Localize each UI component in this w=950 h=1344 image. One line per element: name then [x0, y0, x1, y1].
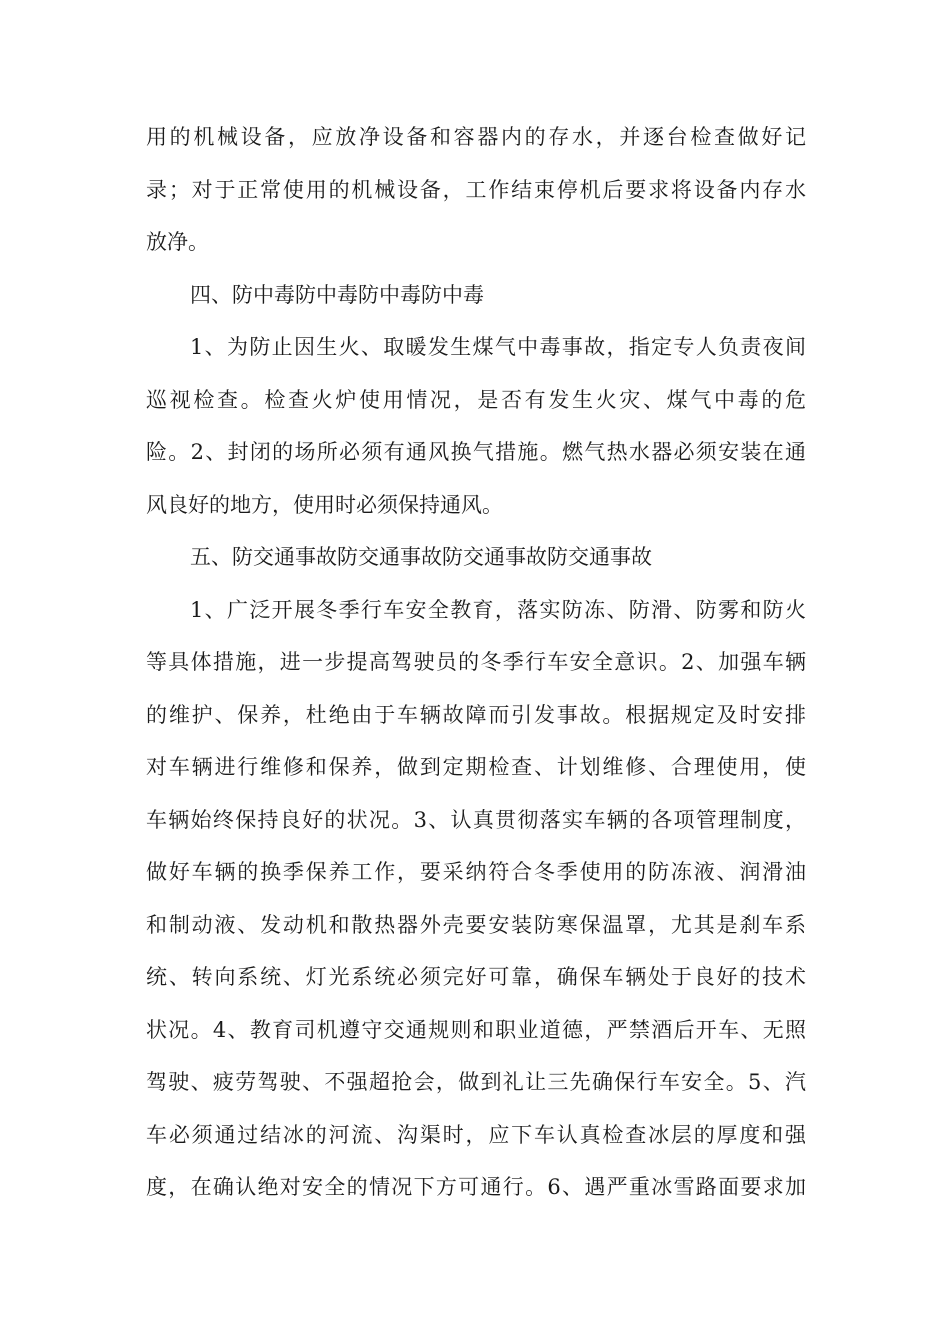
text-line: 做好车辆的换季保养工作，要采纳符合冬季使用的防冻液、润滑油 — [146, 860, 806, 884]
text-line: 用的机械设备，应放净设备和容器内的存水，并逐台检查做好记 — [146, 125, 806, 149]
text-line: 等具体措施，进一步提高驾驶员的冬季行车安全意识。2、加强车辆 — [146, 650, 806, 674]
text-line: 巡视检查。检查火炉使用情况，是否有发生火灾、煤气中毒的危 — [146, 388, 806, 412]
text-line: 统、转向系统、灯光系统必须完好可靠，确保车辆处于良好的技术 — [146, 965, 806, 989]
section-heading: 五、防交通事故防交通事故防交通事故防交通事故 — [190, 545, 652, 569]
text-line: 驾驶、疲劳驾驶、不强超抢会，做到礼让三先确保行车安全。5、汽 — [146, 1070, 806, 1094]
text-line: 度，在确认绝对安全的情况下方可通行。6、遇严重冰雪路面要求加 — [146, 1175, 806, 1199]
text-line: 险。2、封闭的场所必须有通风换气措施。燃气热水器必须安装在通 — [146, 440, 806, 464]
text-line: 放净。 — [146, 230, 209, 254]
text-line: 录；对于正常使用的机械设备，工作结束停机后要求将设备内存水 — [146, 178, 806, 202]
text-line: 1、广泛开展冬季行车安全教育，落实防冻、防滑、防雾和防火 — [190, 598, 806, 622]
text-line: 的维护、保养，杜绝由于车辆故障而引发事故。根据规定及时安排 — [146, 703, 806, 727]
text-line: 车必须通过结冰的河流、沟渠时，应下车认真检查冰层的厚度和强 — [146, 1123, 806, 1147]
text-line: 1、为防止因生火、取暖发生煤气中毒事故，指定专人负责夜间 — [190, 335, 806, 359]
text-line: 车辆始终保持良好的状况。3、认真贯彻落实车辆的各项管理制度， — [146, 808, 806, 832]
text-line: 对车辆进行维修和保养，做到定期检查、计划维修、合理使用，使 — [146, 755, 806, 779]
text-line: 风良好的地方，使用时必须保持通风。 — [146, 493, 503, 517]
text-line: 和制动液、发动机和散热器外壳要安装防寒保温罩，尤其是刹车系 — [146, 913, 806, 937]
section-heading: 四、防中毒防中毒防中毒防中毒 — [190, 283, 484, 307]
text-line: 状况。4、教育司机遵守交通规则和职业道德，严禁酒后开车、无照 — [146, 1018, 806, 1042]
